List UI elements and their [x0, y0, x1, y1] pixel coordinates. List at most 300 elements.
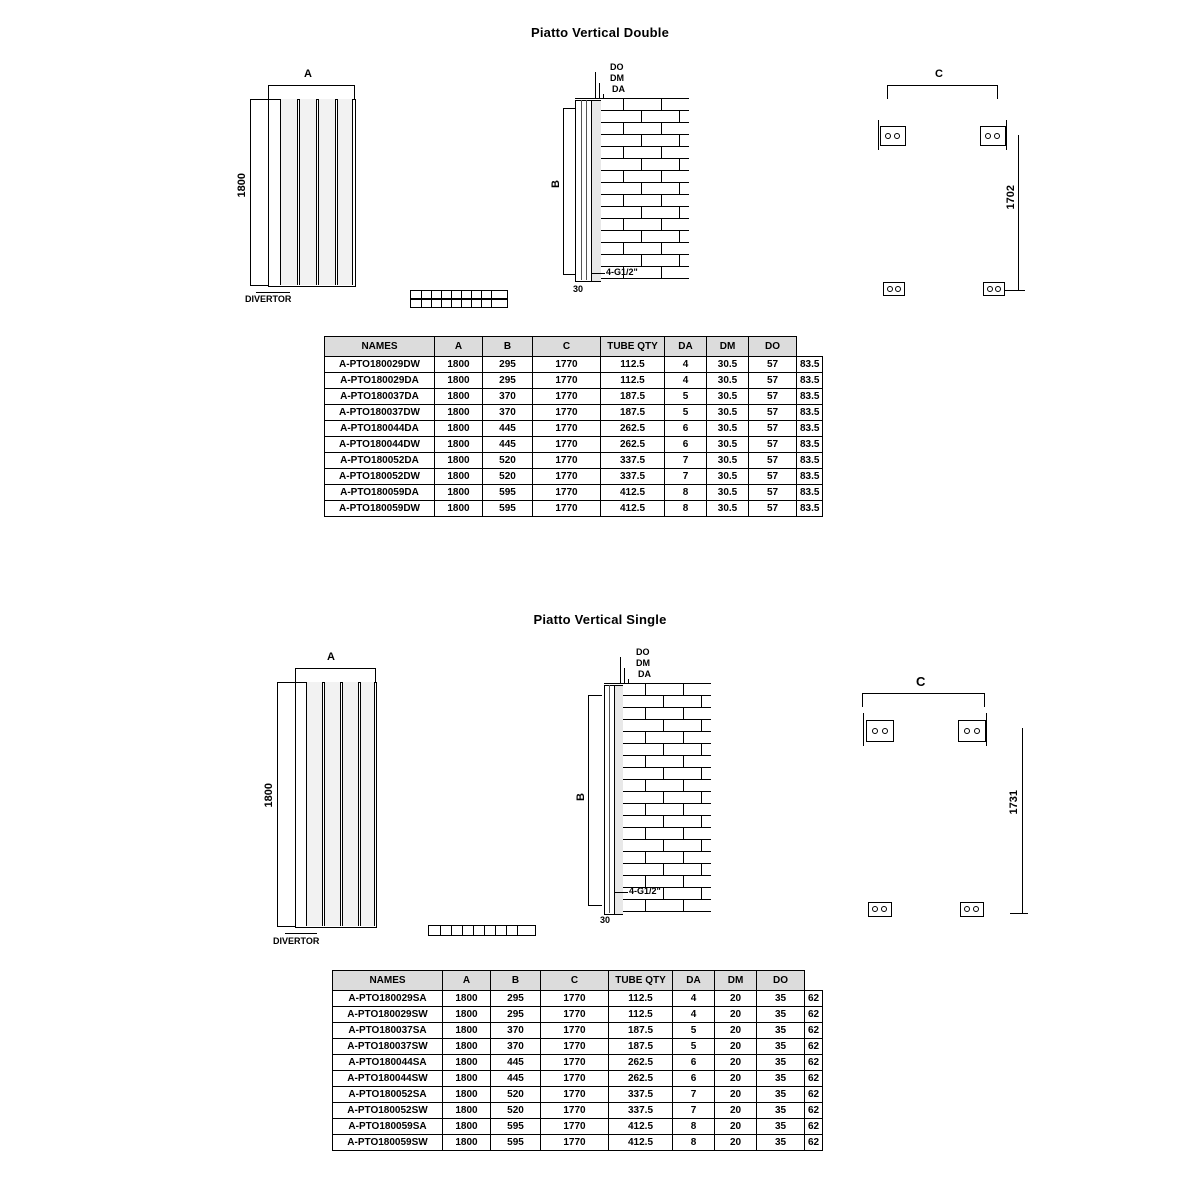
cell-tube-qty: 6: [673, 1055, 715, 1071]
bracket-width-ext-left: [887, 85, 888, 99]
top-view-strip: [428, 925, 536, 936]
cell-name: A-PTO180059DA: [325, 485, 435, 501]
cell-do: 83.5: [797, 453, 823, 469]
th-b: B: [483, 337, 533, 357]
cell-name: A-PTO180052DW: [325, 469, 435, 485]
cell-dm: 35: [757, 1071, 805, 1087]
radiator-tube: [280, 99, 298, 285]
bracket-height-ext-bottom: [1010, 913, 1028, 914]
cell-dm: 57: [749, 437, 797, 453]
cell-a: 445: [483, 437, 533, 453]
table-row: [333, 1087, 823, 1103]
front-view-single: [265, 648, 465, 948]
cell-da: 20: [715, 1023, 757, 1039]
cell-do: 83.5: [797, 357, 823, 373]
cell-da: 20: [715, 1119, 757, 1135]
cell-da: 30.5: [707, 469, 749, 485]
cell-tube-qty: 8: [673, 1119, 715, 1135]
front-height-dim-line: [250, 99, 251, 285]
th-tube-qty: TUBE QTY: [601, 337, 665, 357]
cell-height: 1800: [443, 1119, 491, 1135]
cell-b: 1770: [541, 1087, 609, 1103]
cell-c: 187.5: [609, 1023, 673, 1039]
bracket-bottom-right: [960, 902, 984, 917]
th-tube-qty: TUBE QTY: [609, 971, 673, 991]
bracket-width-dim-line: [887, 85, 997, 86]
cell-do: 83.5: [797, 485, 823, 501]
bracket-top-left: [866, 720, 894, 742]
cell-b: 1770: [533, 421, 601, 437]
side-view-double: [550, 60, 735, 320]
cell-da: 30.5: [707, 485, 749, 501]
cell-b: 1770: [541, 1103, 609, 1119]
bracket-top-right: [980, 126, 1006, 146]
front-height-label: 1800: [263, 783, 275, 808]
cell-name: A-PTO180059SW: [333, 1135, 443, 1151]
cell-b: 1770: [541, 1023, 609, 1039]
cell-name: A-PTO180029DA: [325, 373, 435, 389]
front-height-ext-bottom: [250, 285, 268, 286]
cell-da: 20: [715, 1055, 757, 1071]
cell-name: A-PTO180044DW: [325, 437, 435, 453]
table-row: [325, 453, 823, 469]
cell-a: 445: [491, 1071, 541, 1087]
th-dm: DM: [707, 337, 749, 357]
cell-a: 520: [483, 469, 533, 485]
table-row: [333, 1103, 823, 1119]
th-do: DO: [749, 337, 797, 357]
th-a: A: [435, 337, 483, 357]
cell-height: 1800: [443, 1039, 491, 1055]
cell-name: A-PTO180037DW: [325, 405, 435, 421]
top-view-single: [428, 925, 548, 949]
bracket-width-label: C: [916, 674, 926, 689]
cell-do: 83.5: [797, 469, 823, 485]
th-do: DO: [757, 971, 805, 991]
cell-height: 1800: [443, 1087, 491, 1103]
cell-da: 20: [715, 1103, 757, 1119]
bracket-bottom-right: [983, 282, 1005, 296]
port-label: 4-G1/2": [606, 267, 638, 277]
table-row: [325, 357, 823, 373]
cell-do: 83.5: [797, 373, 823, 389]
cell-b: 1770: [541, 1119, 609, 1135]
table-row: [333, 1119, 823, 1135]
cell-name: A-PTO180029SW: [333, 1007, 443, 1023]
cell-c: 262.5: [609, 1071, 673, 1087]
cell-do: 62: [805, 1071, 823, 1087]
th-dm: DM: [715, 971, 757, 991]
cell-tube-qty: 5: [673, 1039, 715, 1055]
cell-tube-qty: 4: [673, 991, 715, 1007]
cell-b: 1770: [541, 1039, 609, 1055]
front-height-ext-top: [250, 99, 268, 100]
cell-b: 1770: [541, 1071, 609, 1087]
side-leader-dm: [624, 668, 625, 683]
cell-da: 20: [715, 1087, 757, 1103]
cell-tube-qty: 7: [665, 469, 707, 485]
cell-height: 1800: [443, 1071, 491, 1087]
table-row: [325, 421, 823, 437]
divertor-leader: [256, 292, 290, 293]
cell-dm: 35: [757, 1087, 805, 1103]
table-row: [333, 1135, 823, 1151]
cell-height: 1800: [435, 389, 483, 405]
bracket-top-left-rail: [863, 713, 864, 746]
wall-hatch: [601, 98, 689, 288]
cell-tube-qty: 7: [665, 453, 707, 469]
cell-a: 595: [483, 501, 533, 517]
bracket-top-left-rail: [878, 120, 879, 150]
cell-dm: 57: [749, 373, 797, 389]
cell-c: 412.5: [609, 1135, 673, 1151]
cell-dm: 35: [757, 1055, 805, 1071]
cell-da: 20: [715, 1071, 757, 1087]
cell-c: 337.5: [609, 1103, 673, 1119]
divertor-leader: [285, 933, 317, 934]
port-leader: [591, 273, 605, 274]
bracket-width-ext-right: [984, 693, 985, 707]
cell-a: 370: [483, 389, 533, 405]
side-height-ext-bottom: [563, 274, 575, 275]
cell-c: 262.5: [609, 1055, 673, 1071]
cell-b: 1770: [541, 1007, 609, 1023]
cell-a: 595: [483, 485, 533, 501]
top-view-strip-upper: [410, 290, 508, 299]
cell-c: 112.5: [601, 373, 665, 389]
section-title-double: Piatto Vertical Double: [530, 25, 670, 40]
cell-b: 1770: [541, 1135, 609, 1151]
cell-name: A-PTO180044SW: [333, 1071, 443, 1087]
top-view-double: [410, 290, 520, 320]
cell-da: 30.5: [707, 437, 749, 453]
table-row: [333, 1023, 823, 1039]
front-height-ext-bottom: [277, 926, 295, 927]
cell-height: 1800: [443, 1055, 491, 1071]
cell-name: A-PTO180052SA: [333, 1087, 443, 1103]
front-width-label: A: [327, 651, 335, 663]
section-piatto-vertical-single: [0, 600, 1200, 1200]
cell-c: 112.5: [601, 357, 665, 373]
cell-a: 595: [491, 1119, 541, 1135]
cell-a: 520: [491, 1103, 541, 1119]
table-header-row: [325, 337, 823, 357]
table-row: [325, 469, 823, 485]
cell-name: A-PTO180044SA: [333, 1055, 443, 1071]
cell-name: A-PTO180059SA: [333, 1119, 443, 1135]
cell-tube-qty: 7: [673, 1087, 715, 1103]
th-da: DA: [673, 971, 715, 991]
cell-da: 30.5: [707, 421, 749, 437]
cell-dm: 35: [757, 1007, 805, 1023]
cell-da: 30.5: [707, 405, 749, 421]
table-row: [325, 389, 823, 405]
front-width-label: A: [304, 68, 312, 80]
side-label-dm: DM: [636, 658, 650, 668]
radiator-tube: [318, 99, 336, 285]
cell-do: 62: [805, 1023, 823, 1039]
cell-c: 337.5: [609, 1087, 673, 1103]
cell-tube-qty: 4: [665, 373, 707, 389]
depth-label: 30: [600, 915, 611, 925]
cell-do: 83.5: [797, 405, 823, 421]
cell-height: 1800: [435, 373, 483, 389]
bracket-top-right: [958, 720, 986, 742]
spec-table-double: [324, 336, 823, 517]
front-height-ext-top: [277, 682, 295, 683]
radiator-tube: [324, 682, 341, 926]
cell-b: 1770: [533, 469, 601, 485]
bracket-bottom-left: [868, 902, 892, 917]
cell-do: 83.5: [797, 437, 823, 453]
table-header-row: [333, 971, 823, 991]
th-c: C: [541, 971, 609, 991]
bracket-width-ext-left: [862, 693, 863, 707]
cell-c: 187.5: [601, 389, 665, 405]
cell-height: 1800: [443, 1007, 491, 1023]
cell-tube-qty: 7: [673, 1103, 715, 1119]
cell-c: 112.5: [609, 1007, 673, 1023]
front-view-double: [236, 65, 440, 315]
divertor-label: DIVERTOR: [273, 936, 320, 946]
table-row: [333, 1055, 823, 1071]
cell-a: 370: [483, 405, 533, 421]
cell-tube-qty: 5: [665, 405, 707, 421]
table-row: [325, 501, 823, 517]
radiator-tube: [306, 682, 323, 926]
cell-a: 595: [491, 1135, 541, 1151]
port-label: 4-G1/2": [629, 886, 661, 896]
cell-a: 295: [483, 373, 533, 389]
cell-c: 412.5: [601, 485, 665, 501]
front-height-label: 1800: [236, 173, 248, 198]
cell-dm: 57: [749, 357, 797, 373]
cell-name: A-PTO180029SA: [333, 991, 443, 1007]
cell-b: 1770: [533, 485, 601, 501]
table-row: [325, 373, 823, 389]
cell-b: 1770: [533, 501, 601, 517]
cell-a: 370: [491, 1023, 541, 1039]
wall-hatch: [623, 683, 711, 919]
cell-da: 30.5: [707, 389, 749, 405]
side-height-label: B: [575, 793, 587, 801]
cell-da: 20: [715, 1039, 757, 1055]
cell-a: 295: [491, 1007, 541, 1023]
cell-height: 1800: [435, 437, 483, 453]
th-b: B: [491, 971, 541, 991]
port-leader: [614, 892, 628, 893]
cell-b: 1770: [541, 991, 609, 1007]
cell-do: 62: [805, 991, 823, 1007]
cell-do: 83.5: [797, 389, 823, 405]
cell-height: 1800: [435, 453, 483, 469]
table-row: [333, 991, 823, 1007]
cell-tube-qty: 8: [665, 485, 707, 501]
cell-dm: 35: [757, 1023, 805, 1039]
cell-a: 295: [491, 991, 541, 1007]
cell-a: 445: [491, 1055, 541, 1071]
cell-da: 30.5: [707, 453, 749, 469]
radiator-side-inner-line: [609, 685, 610, 913]
section-title-single: Piatto Vertical Single: [533, 612, 667, 627]
top-view-strip-lower: [410, 299, 508, 308]
side-height-ext-top: [588, 695, 602, 696]
cell-tube-qty: 8: [673, 1135, 715, 1151]
table-row: [333, 1071, 823, 1087]
divertor-label: DIVERTOR: [245, 294, 292, 304]
front-width-ext-left: [295, 668, 296, 682]
cell-dm: 35: [757, 1119, 805, 1135]
cell-height: 1800: [435, 421, 483, 437]
cell-c: 187.5: [609, 1039, 673, 1055]
cell-do: 62: [805, 1007, 823, 1023]
cell-dm: 35: [757, 991, 805, 1007]
cell-height: 1800: [443, 991, 491, 1007]
cell-dm: 57: [749, 501, 797, 517]
cell-height: 1800: [435, 469, 483, 485]
spec-table-single: [332, 970, 823, 1151]
cell-da: 30.5: [707, 501, 749, 517]
cell-b: 1770: [533, 389, 601, 405]
radiator-tube: [342, 682, 359, 926]
th-c: C: [533, 337, 601, 357]
cell-tube-qty: 6: [673, 1071, 715, 1087]
bracket-height-dim-line: [1018, 135, 1019, 290]
bracket-view-double: [855, 60, 1055, 320]
cell-da: 20: [715, 1007, 757, 1023]
side-height-ext-bottom: [588, 905, 602, 906]
bracket-width-ext-right: [997, 85, 998, 99]
cell-tube-qty: 6: [665, 437, 707, 453]
cell-c: 112.5: [609, 991, 673, 1007]
cell-da: 30.5: [707, 357, 749, 373]
cell-do: 62: [805, 1055, 823, 1071]
cell-tube-qty: 8: [665, 501, 707, 517]
bracket-view-single: [850, 660, 1050, 950]
cell-c: 262.5: [601, 437, 665, 453]
bracket-top-right-rail: [986, 713, 987, 746]
cell-dm: 57: [749, 485, 797, 501]
th-da: DA: [665, 337, 707, 357]
cell-da: 20: [715, 1135, 757, 1151]
radiator-tube: [337, 99, 353, 285]
cell-dm: 35: [757, 1135, 805, 1151]
cell-tube-qty: 4: [673, 1007, 715, 1023]
radiator-side-inner-line2: [586, 100, 587, 280]
cell-a: 520: [483, 453, 533, 469]
front-width-dim-line: [268, 85, 354, 86]
cell-tube-qty: 5: [665, 389, 707, 405]
cell-a: 445: [483, 421, 533, 437]
cell-dm: 57: [749, 469, 797, 485]
cell-height: 1800: [435, 501, 483, 517]
side-leader-do: [620, 657, 621, 683]
cell-a: 295: [483, 357, 533, 373]
cell-name: A-PTO180052DA: [325, 453, 435, 469]
cell-b: 1770: [533, 405, 601, 421]
cell-dm: 35: [757, 1039, 805, 1055]
bracket-width-dim-line: [862, 693, 984, 694]
cell-height: 1800: [435, 485, 483, 501]
side-label-do: DO: [636, 647, 650, 657]
table-row: [325, 437, 823, 453]
side-height-dim-line: [588, 695, 589, 905]
front-width-ext-left: [268, 85, 269, 99]
bracket-bottom-left: [883, 282, 905, 296]
bracket-height-label: 1702: [1005, 185, 1017, 210]
side-label-da: DA: [612, 84, 625, 94]
cell-tube-qty: 5: [673, 1023, 715, 1039]
cell-height: 1800: [443, 1023, 491, 1039]
cell-name: A-PTO180059DW: [325, 501, 435, 517]
bracket-top-left: [880, 126, 906, 146]
bracket-width-label: C: [935, 68, 943, 80]
radiator-side-inner-line: [581, 100, 582, 280]
cell-name: A-PTO180029DW: [325, 357, 435, 373]
bracket-top-right-rail: [1006, 120, 1007, 150]
cell-da: 20: [715, 991, 757, 1007]
radiator-tube: [360, 682, 375, 926]
cell-dm: 57: [749, 453, 797, 469]
table-row: [333, 1039, 823, 1055]
bracket-height-dim-line: [1022, 728, 1023, 913]
side-height-label: B: [550, 180, 562, 188]
th-names: NAMES: [325, 337, 435, 357]
table-row: [325, 485, 823, 501]
cell-c: 337.5: [601, 469, 665, 485]
cell-c: 412.5: [609, 1119, 673, 1135]
cell-dm: 35: [757, 1103, 805, 1119]
cell-do: 62: [805, 1119, 823, 1135]
side-height-ext-top: [563, 108, 575, 109]
front-height-dim-line: [277, 682, 278, 926]
cell-name: A-PTO180037DA: [325, 389, 435, 405]
side-leader-do: [595, 72, 596, 98]
cell-da: 30.5: [707, 373, 749, 389]
side-label-da: DA: [638, 669, 651, 679]
cell-c: 187.5: [601, 405, 665, 421]
side-height-dim-line: [563, 108, 564, 274]
radiator-tube: [299, 99, 317, 285]
cell-do: 62: [805, 1135, 823, 1151]
side-leader-dm: [599, 83, 600, 98]
section-piatto-vertical-double: [0, 0, 1200, 580]
cell-c: 337.5: [601, 453, 665, 469]
front-width-ext-right: [354, 85, 355, 99]
cell-b: 1770: [533, 453, 601, 469]
cell-dm: 57: [749, 421, 797, 437]
table-row: [333, 1007, 823, 1023]
front-width-dim-line: [295, 668, 375, 669]
cell-tube-qty: 6: [665, 421, 707, 437]
cell-name: A-PTO180044DA: [325, 421, 435, 437]
cell-height: 1800: [435, 357, 483, 373]
cell-name: A-PTO180037SW: [333, 1039, 443, 1055]
depth-label: 30: [573, 284, 584, 294]
bracket-height-label: 1731: [1008, 790, 1020, 815]
cell-dm: 57: [749, 405, 797, 421]
cell-name: A-PTO180052SW: [333, 1103, 443, 1119]
front-width-ext-right: [375, 668, 376, 682]
cell-do: 62: [805, 1087, 823, 1103]
cell-height: 1800: [443, 1135, 491, 1151]
cell-do: 62: [805, 1039, 823, 1055]
cell-do: 62: [805, 1103, 823, 1119]
cell-height: 1800: [443, 1103, 491, 1119]
cell-name: A-PTO180037SA: [333, 1023, 443, 1039]
cell-height: 1800: [435, 405, 483, 421]
cell-c: 262.5: [601, 421, 665, 437]
